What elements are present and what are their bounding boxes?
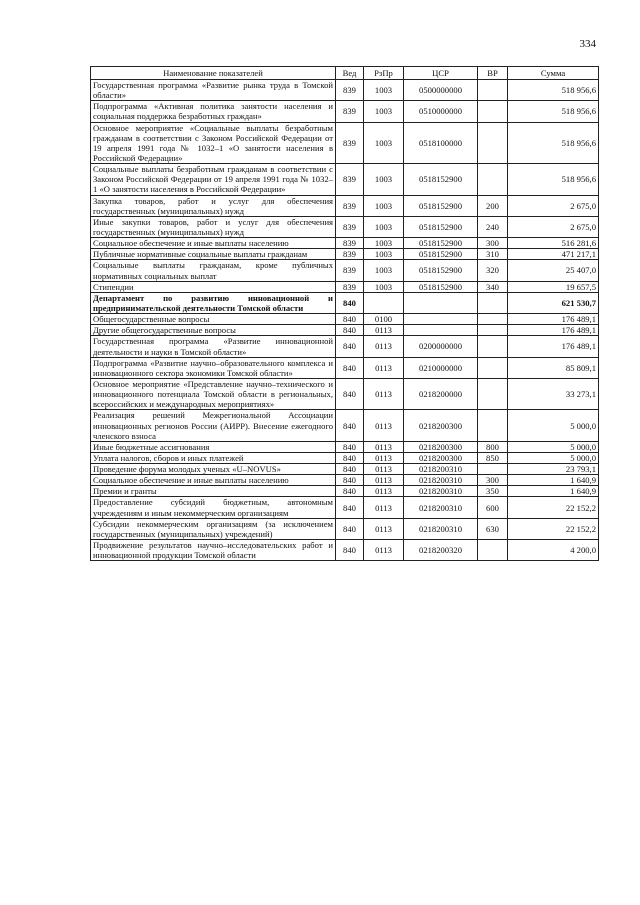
cell-csr xyxy=(404,325,478,336)
table-row xyxy=(91,164,599,195)
cell-sum: 518 956,6 xyxy=(508,164,599,195)
table-row xyxy=(91,249,599,260)
cell-ved: 839 xyxy=(336,249,364,260)
cell-csr: 0218200320 xyxy=(404,540,478,561)
table-row xyxy=(91,336,599,357)
table-row xyxy=(91,540,599,561)
cell-name: Предоставление субсидий бюджетным, автономным учреждениям и иным некоммерческим организациям xyxy=(91,497,336,518)
cell-name: Премии и гранты xyxy=(91,486,336,497)
cell-name: Другие общегосударственные вопросы xyxy=(91,325,336,336)
cell-sum: 4 200,0 xyxy=(508,540,599,561)
cell-csr: 0218200310 xyxy=(404,486,478,497)
cell-name: Основное мероприятие «Социальные выплаты безработным гражданам в соответствии с Законом Российской Федерации от 19 апреля 1991 года № 1032–1 «О занятости населения в Российской Федерации» xyxy=(91,122,336,164)
cell-ved: 839 xyxy=(336,195,364,216)
cell-name: Реализация решений Межрегиональной Ассоциации инновационных регионов России (АИРР). Внесение ежегодного членского взноса xyxy=(91,410,336,441)
cell-sum: 176 489,1 xyxy=(508,336,599,357)
cell-csr: 0218200300 xyxy=(404,452,478,463)
cell-csr: 0500000000 xyxy=(404,80,478,101)
cell-rzpr: 0113 xyxy=(364,441,404,452)
cell-vr: 340 xyxy=(478,281,508,292)
budget-table xyxy=(90,66,599,561)
cell-name: Подпрограмма «Активная политика занятости населения и социальная поддержка безработных граждан» xyxy=(91,101,336,122)
table-row xyxy=(91,378,599,409)
cell-rzpr: 1003 xyxy=(364,216,404,237)
header-name: Наименование показателей xyxy=(91,67,336,80)
cell-sum: 5 000,0 xyxy=(508,410,599,441)
table-row xyxy=(91,314,599,325)
cell-sum: 23 793,1 xyxy=(508,464,599,475)
cell-ved: 840 xyxy=(336,475,364,486)
cell-sum: 33 273,1 xyxy=(508,378,599,409)
cell-name: Департамент по развитию инновационной и предпринимательской деятельности Томской области xyxy=(91,292,336,313)
header-ved: Вед xyxy=(336,67,364,80)
cell-ved: 839 xyxy=(336,216,364,237)
cell-name: Уплата налогов, сборов и иных платежей xyxy=(91,452,336,463)
cell-vr: 850 xyxy=(478,452,508,463)
cell-sum: 2 675,0 xyxy=(508,216,599,237)
cell-csr: 0218200300 xyxy=(404,441,478,452)
cell-sum: 5 000,0 xyxy=(508,441,599,452)
cell-csr: 0218200000 xyxy=(404,378,478,409)
cell-name: Проведение форума молодых ученых «U–NOVUS» xyxy=(91,464,336,475)
table-row xyxy=(91,80,599,101)
cell-sum: 176 489,1 xyxy=(508,325,599,336)
cell-vr xyxy=(478,122,508,164)
cell-name: Иные закупки товаров, работ и услуг для обеспечения государственных (муниципальных) нужд xyxy=(91,216,336,237)
table-row xyxy=(91,486,599,497)
table-row xyxy=(91,441,599,452)
cell-ved: 840 xyxy=(336,410,364,441)
table-row xyxy=(91,292,599,313)
cell-name: Публичные нормативные социальные выплаты гражданам xyxy=(91,249,336,260)
cell-ved: 840 xyxy=(336,497,364,518)
cell-vr xyxy=(478,292,508,313)
table-row xyxy=(91,101,599,122)
cell-rzpr: 0113 xyxy=(364,464,404,475)
cell-rzpr: 0113 xyxy=(364,497,404,518)
cell-sum: 518 956,6 xyxy=(508,122,599,164)
cell-rzpr xyxy=(364,292,404,313)
table-row xyxy=(91,410,599,441)
cell-rzpr: 0100 xyxy=(364,314,404,325)
cell-rzpr: 0113 xyxy=(364,452,404,463)
cell-ved: 840 xyxy=(336,336,364,357)
header-row xyxy=(91,67,599,80)
cell-sum: 85 809,1 xyxy=(508,357,599,378)
cell-name: Иные бюджетные ассигнования xyxy=(91,441,336,452)
cell-rzpr: 0113 xyxy=(364,410,404,441)
cell-ved: 840 xyxy=(336,357,364,378)
cell-vr: 350 xyxy=(478,486,508,497)
cell-rzpr: 1003 xyxy=(364,164,404,195)
table-header xyxy=(91,67,599,80)
table-row xyxy=(91,325,599,336)
table-row xyxy=(91,464,599,475)
table-row xyxy=(91,475,599,486)
cell-name: Подпрограмма «Развитие научно–образовательного комплекса и инновационного сектора экономики Томской области» xyxy=(91,357,336,378)
cell-csr: 0218200300 xyxy=(404,410,478,441)
cell-name: Общегосударственные вопросы xyxy=(91,314,336,325)
cell-name: Социальное обеспечение и иные выплаты населению xyxy=(91,238,336,249)
cell-rzpr: 1003 xyxy=(364,195,404,216)
cell-rzpr: 0113 xyxy=(364,518,404,539)
header-csr: ЦСР xyxy=(404,67,478,80)
cell-sum: 25 407,0 xyxy=(508,260,599,281)
cell-vr xyxy=(478,314,508,325)
cell-vr xyxy=(478,164,508,195)
cell-ved: 839 xyxy=(336,260,364,281)
cell-vr xyxy=(478,80,508,101)
cell-name: Основное мероприятие «Представление научно–технического и инновационного потенциала Томской области в региональных, всероссийских и международных мероприятиях» xyxy=(91,378,336,409)
cell-ved: 840 xyxy=(336,464,364,475)
cell-vr: 240 xyxy=(478,216,508,237)
cell-csr: 0218200310 xyxy=(404,475,478,486)
cell-rzpr: 1003 xyxy=(364,249,404,260)
cell-rzpr: 1003 xyxy=(364,80,404,101)
table-body xyxy=(91,80,599,561)
cell-ved: 840 xyxy=(336,378,364,409)
table-row xyxy=(91,452,599,463)
cell-vr xyxy=(478,325,508,336)
header-vr: ВР xyxy=(478,67,508,80)
cell-csr: 0518152900 xyxy=(404,281,478,292)
cell-sum: 22 152,2 xyxy=(508,518,599,539)
table-row xyxy=(91,195,599,216)
cell-sum: 19 657,5 xyxy=(508,281,599,292)
cell-vr xyxy=(478,101,508,122)
cell-rzpr: 0113 xyxy=(364,336,404,357)
cell-csr: 0200000000 xyxy=(404,336,478,357)
cell-vr xyxy=(478,357,508,378)
cell-rzpr: 0113 xyxy=(364,325,404,336)
cell-rzpr: 0113 xyxy=(364,357,404,378)
table-row xyxy=(91,497,599,518)
cell-vr: 320 xyxy=(478,260,508,281)
cell-csr: 0510000000 xyxy=(404,101,478,122)
cell-vr: 600 xyxy=(478,497,508,518)
cell-rzpr: 1003 xyxy=(364,122,404,164)
cell-csr: 0218200310 xyxy=(404,497,478,518)
cell-vr xyxy=(478,540,508,561)
cell-vr: 630 xyxy=(478,518,508,539)
cell-vr xyxy=(478,464,508,475)
cell-sum: 1 640,9 xyxy=(508,486,599,497)
cell-vr: 310 xyxy=(478,249,508,260)
cell-rzpr: 0113 xyxy=(364,378,404,409)
cell-sum: 22 152,2 xyxy=(508,497,599,518)
cell-csr: 0518100000 xyxy=(404,122,478,164)
cell-rzpr: 1003 xyxy=(364,281,404,292)
cell-csr: 0518152900 xyxy=(404,164,478,195)
cell-name: Субсидии некоммерческим организациям (за исключением государственных (муниципальных) учреждений) xyxy=(91,518,336,539)
cell-csr: 0218200310 xyxy=(404,518,478,539)
cell-ved: 840 xyxy=(336,441,364,452)
cell-csr: 0518152900 xyxy=(404,216,478,237)
cell-sum: 516 281,6 xyxy=(508,238,599,249)
cell-sum: 2 675,0 xyxy=(508,195,599,216)
table-row xyxy=(91,216,599,237)
cell-sum: 471 217,1 xyxy=(508,249,599,260)
cell-ved: 840 xyxy=(336,540,364,561)
cell-csr: 0218200310 xyxy=(404,464,478,475)
cell-name: Продвижение результатов научно–исследовательских работ и инновационной продукции Томской области xyxy=(91,540,336,561)
cell-ved: 839 xyxy=(336,101,364,122)
cell-vr xyxy=(478,378,508,409)
cell-name: Социальные выплаты безработным гражданам в соответствии с Законом Российской Федерации от 19 апреля 1991 года № 1032–1 «О занятости населения в Российской Федерации» xyxy=(91,164,336,195)
cell-ved: 840 xyxy=(336,452,364,463)
cell-csr: 0210000000 xyxy=(404,357,478,378)
cell-name: Закупка товаров, работ и услуг для обеспечения государственных (муниципальных) нужд xyxy=(91,195,336,216)
cell-ved: 839 xyxy=(336,80,364,101)
table-row xyxy=(91,260,599,281)
table-row xyxy=(91,122,599,164)
header-sum: Сумма xyxy=(508,67,599,80)
cell-ved: 840 xyxy=(336,314,364,325)
cell-name: Социальные выплаты гражданам, кроме публичных нормативных социальных выплат xyxy=(91,260,336,281)
cell-csr: 0518152900 xyxy=(404,238,478,249)
cell-sum: 5 000,0 xyxy=(508,452,599,463)
cell-csr xyxy=(404,292,478,313)
cell-name: Стипендии xyxy=(91,281,336,292)
cell-csr: 0518152900 xyxy=(404,249,478,260)
page-number: 334 xyxy=(579,38,596,50)
cell-sum: 518 956,6 xyxy=(508,101,599,122)
cell-rzpr: 0113 xyxy=(364,540,404,561)
cell-sum: 176 489,1 xyxy=(508,314,599,325)
cell-rzpr: 1003 xyxy=(364,101,404,122)
cell-ved: 840 xyxy=(336,292,364,313)
cell-vr: 200 xyxy=(478,195,508,216)
cell-sum: 1 640,9 xyxy=(508,475,599,486)
cell-ved: 839 xyxy=(336,281,364,292)
cell-name: Социальное обеспечение и иные выплаты населению xyxy=(91,475,336,486)
cell-ved: 839 xyxy=(336,122,364,164)
table-row xyxy=(91,357,599,378)
cell-vr: 800 xyxy=(478,441,508,452)
cell-ved: 840 xyxy=(336,486,364,497)
cell-name: Государственная программа «Развитие инновационной деятельности и науки в Томской области» xyxy=(91,336,336,357)
table-row xyxy=(91,281,599,292)
cell-ved: 839 xyxy=(336,164,364,195)
header-rzpr: РзПр xyxy=(364,67,404,80)
cell-csr xyxy=(404,314,478,325)
cell-vr: 300 xyxy=(478,475,508,486)
cell-rzpr: 0113 xyxy=(364,486,404,497)
cell-vr xyxy=(478,336,508,357)
cell-rzpr: 1003 xyxy=(364,260,404,281)
cell-sum: 518 956,6 xyxy=(508,80,599,101)
table-row xyxy=(91,238,599,249)
cell-rzpr: 1003 xyxy=(364,238,404,249)
cell-rzpr: 0113 xyxy=(364,475,404,486)
cell-ved: 840 xyxy=(336,518,364,539)
cell-csr: 0518152900 xyxy=(404,260,478,281)
table-row xyxy=(91,518,599,539)
cell-ved: 839 xyxy=(336,238,364,249)
cell-csr: 0518152900 xyxy=(404,195,478,216)
cell-vr xyxy=(478,410,508,441)
cell-ved: 840 xyxy=(336,325,364,336)
cell-vr: 300 xyxy=(478,238,508,249)
cell-sum: 621 530,7 xyxy=(508,292,599,313)
cell-name: Государственная программа «Развитие рынка труда в Томской области» xyxy=(91,80,336,101)
